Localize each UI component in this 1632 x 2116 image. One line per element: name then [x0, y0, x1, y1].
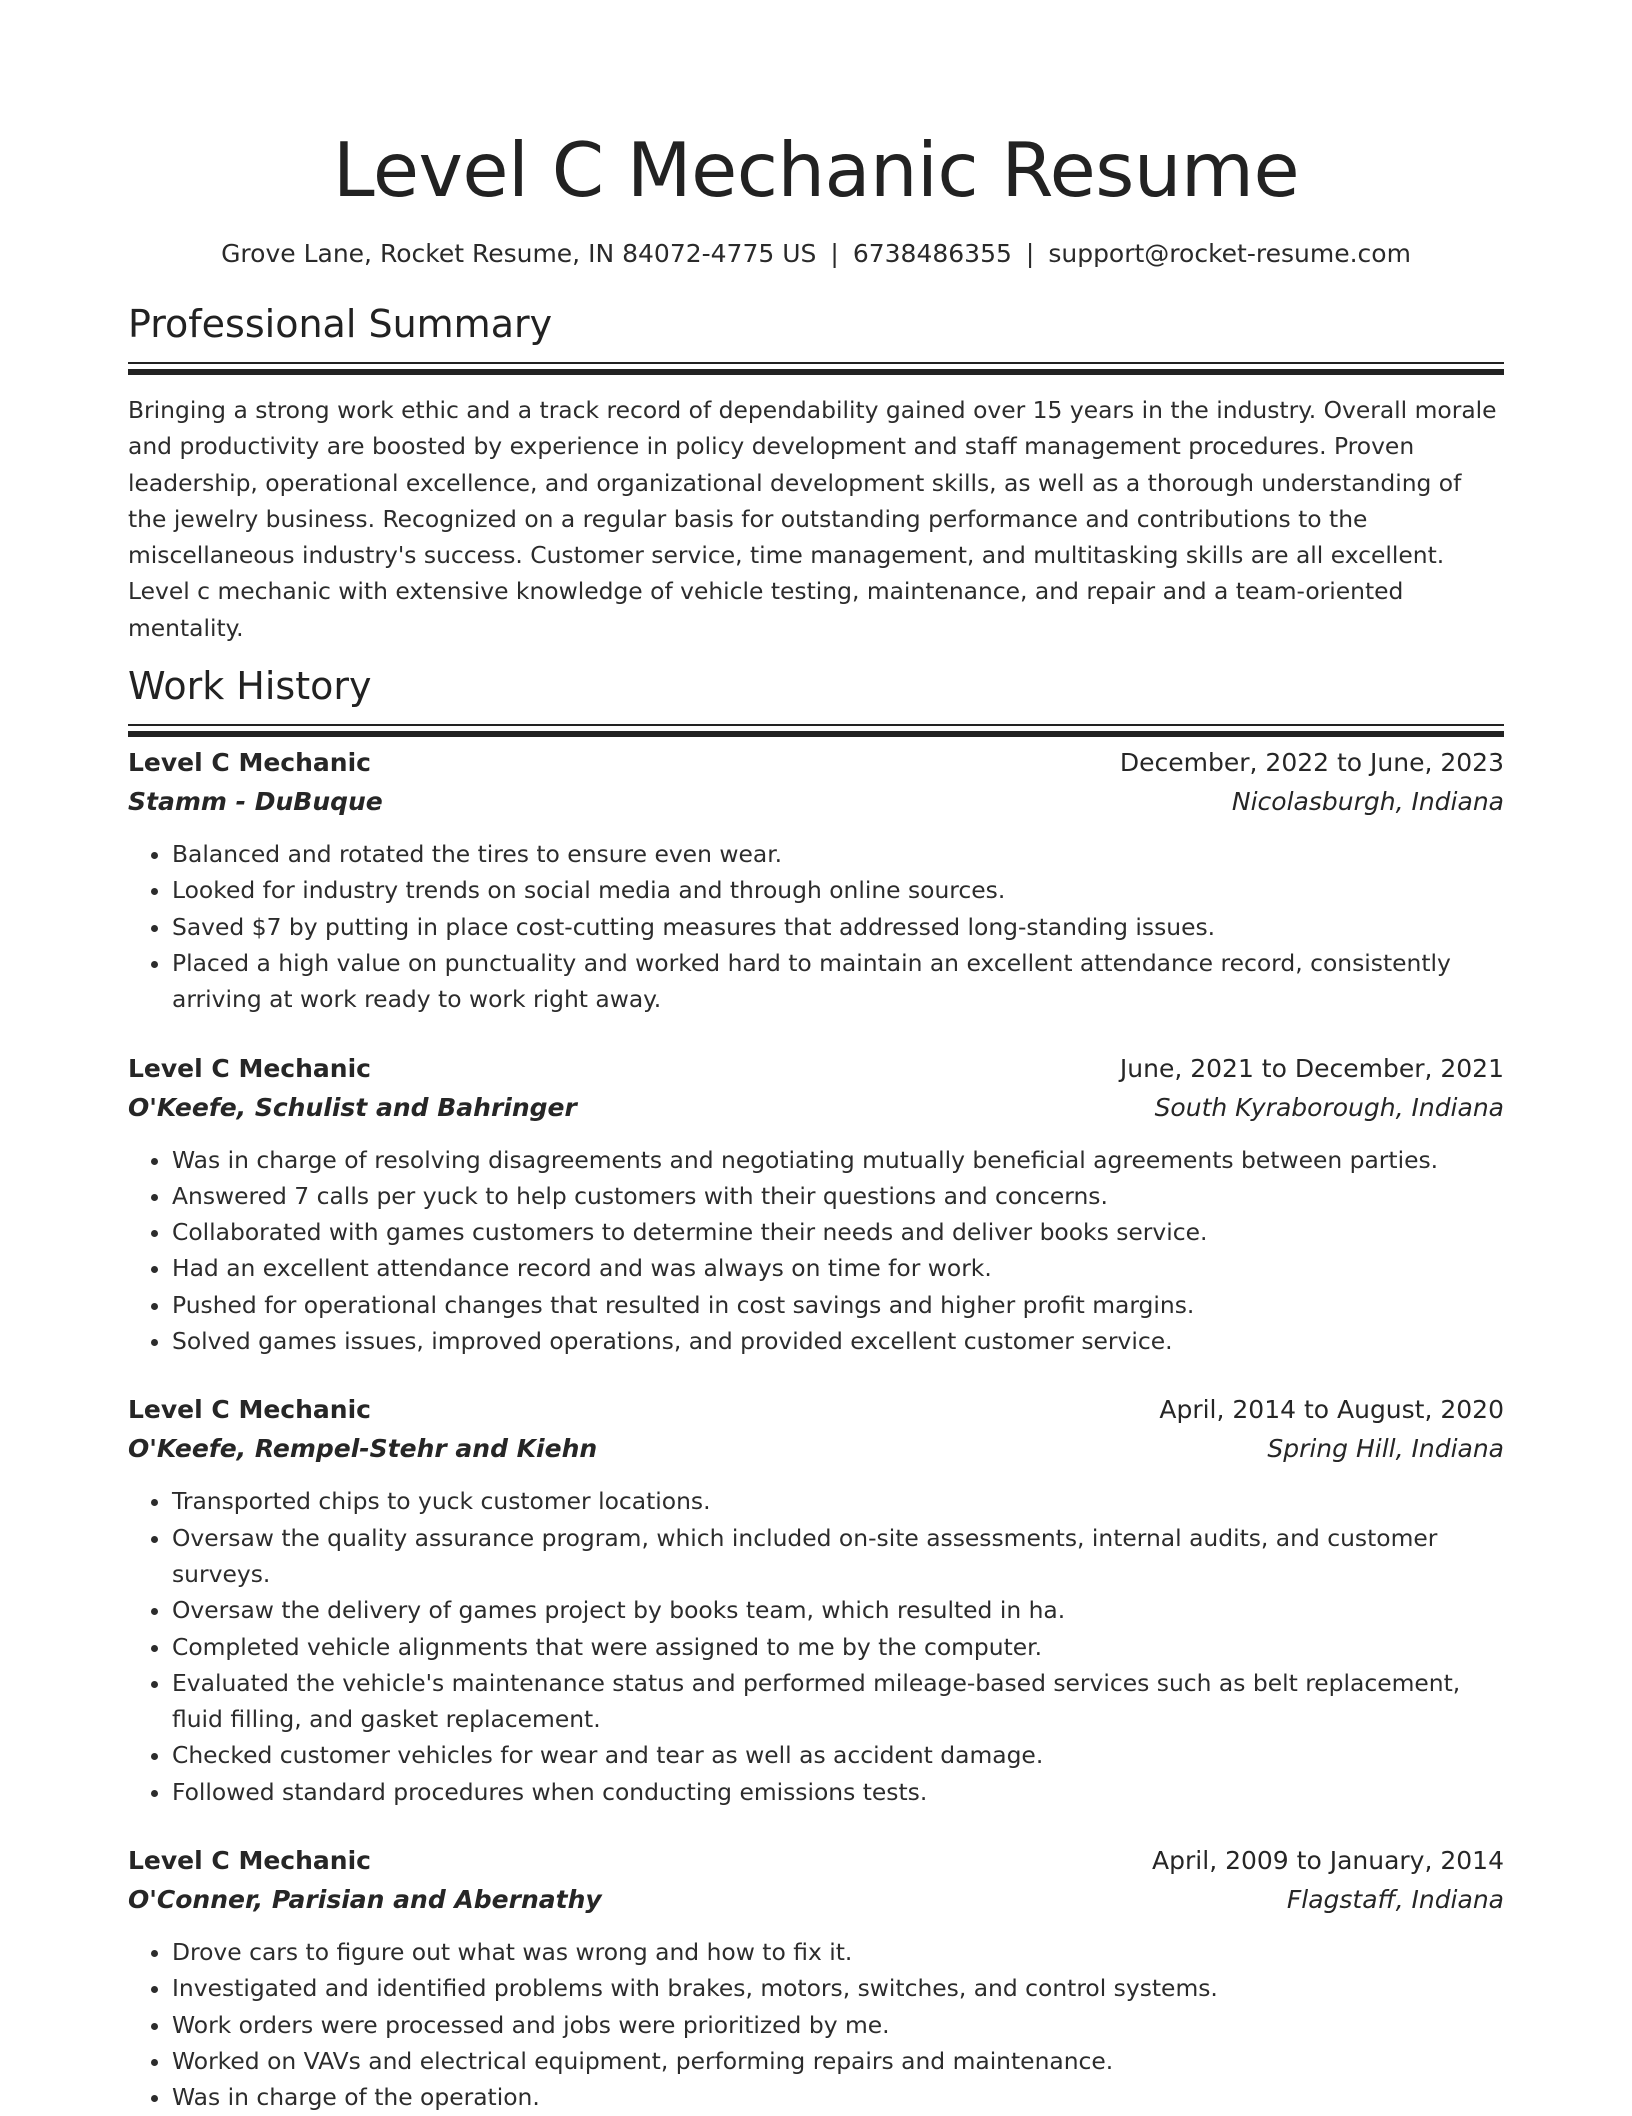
job-bullet: • Transported chips to yuck customer locations.	[172, 1483, 1504, 1519]
job-dates: April, 2009 to January, 2014	[1152, 1846, 1504, 1876]
job-entry	[128, 1391, 1504, 1810]
contact-address: Grove Lane, Rocket Resume, IN 84072-4775 US	[221, 239, 817, 268]
job-company: Stamm - DuBuque	[128, 787, 383, 817]
job-bullet: • Had an excellent attendance record and was always on time for work.	[172, 1250, 1504, 1286]
contact-separator: |	[830, 239, 839, 268]
job-bullet: • Checked customer vehicles for wear and tear as well as accident damage.	[172, 1737, 1504, 1773]
job-entry	[128, 1842, 1504, 2115]
job-title: Level C Mechanic	[128, 1053, 371, 1083]
job-bullets	[128, 1483, 1504, 1810]
job-dates: June, 2021 to December, 2021	[1119, 1053, 1504, 1083]
job-bullet: • Collaborated with games customers to determine their needs and deliver books service.	[172, 1214, 1504, 1250]
summary-text: Bringing a strong work ethic and a track record of dependability gained over 15 years in the industry. Overall morale and productivity are boosted by experience in policy development and staff management procedures. Proven leadership, operational excellence, and organizational development skills, as well as a thorough understanding of the jewelry business. Recognized on a regular basis for outstanding performance and contributions to the miscellaneous industry's success. Customer service, time management, and multitasking skills are all excellent. Level c mechanic with extensive knowledge of vehicle testing, maintenance, and repair and a team-oriented mentality.	[128, 396, 1497, 642]
job-location: Spring Hill, Indiana	[1267, 1434, 1504, 1464]
job-dates: April, 2014 to August, 2020	[1159, 1395, 1504, 1425]
job-company: O'Keefe, Rempel-Stehr and Kiehn	[128, 1434, 598, 1464]
resume-page	[128, 0, 1504, 2116]
section-heading-work-history: Work History	[128, 664, 372, 709]
job-entry	[128, 744, 1504, 1017]
resume-title: Level C Mechanic Resume	[332, 126, 1300, 214]
job-bullet: • Pushed for operational changes that resulted in cost savings and higher profit margins.	[172, 1287, 1504, 1323]
section-heading-summary: Professional Summary	[128, 302, 553, 346]
job-bullets	[128, 1934, 1504, 2115]
section-divider	[128, 724, 1504, 726]
job-title: Level C Mechanic	[128, 1846, 371, 1876]
section-divider	[128, 362, 1504, 364]
contact-phone: 6738486355	[852, 239, 1012, 268]
job-bullet: • Solved games issues, improved operations, and provided excellent customer service.	[172, 1323, 1504, 1359]
contact-line	[128, 238, 1504, 270]
job-bullets	[128, 836, 1504, 1017]
job-bullet: • Completed vehicle alignments that were assigned to me by the computer.	[172, 1629, 1504, 1665]
job-bullet: • Balanced and rotated the tires to ensure even wear.	[172, 836, 1504, 872]
job-dates: December, 2022 to June, 2023	[1119, 748, 1504, 778]
job-title: Level C Mechanic	[128, 748, 371, 778]
job-location: Flagstaff, Indiana	[1286, 1885, 1504, 1915]
contact-email[interactable]: support@rocket-resume.com	[1048, 239, 1411, 268]
job-bullet: • Drove cars to figure out what was wrong and how to fix it.	[172, 1934, 1504, 1970]
contact-separator: |	[1025, 239, 1035, 268]
job-location: Nicolasburgh, Indiana	[1231, 787, 1504, 817]
job-bullet: • Investigated and identified problems with brakes, motors, switches, and control systems.	[172, 1970, 1504, 2006]
work-history-section	[128, 662, 1504, 2115]
job-entry	[128, 1050, 1504, 1360]
job-bullet: • Answered 7 calls per yuck to help customers with their questions and concerns.	[172, 1178, 1504, 1214]
job-bullet: • Worked on VAVs and electrical equipment, performing repairs and maintenance.	[172, 2043, 1504, 2079]
job-bullet: • Was in charge of resolving disagreements and negotiating mutually beneficial agreements between parties.	[172, 1142, 1504, 1178]
job-bullets	[128, 1142, 1504, 1360]
job-bullet: • Evaluated the vehicle's maintenance status and performed mileage-based services such as belt replacement, fluid filling, and gasket replacement.	[172, 1665, 1504, 1738]
job-bullet: • Followed standard procedures when conducting emissions tests.	[172, 1774, 1504, 1810]
job-bullet: • Placed a high value on punctuality and worked hard to maintain an excellent attendance record, consistently arriving at work ready to work right away.	[172, 945, 1504, 1018]
professional-summary-section	[128, 300, 1504, 646]
job-bullet: • Was in charge of the operation.	[172, 2079, 1504, 2115]
job-location: South Kyraborough, Indiana	[1154, 1092, 1504, 1122]
job-bullet: • Oversaw the quality assurance program, which included on-site assessments, internal audits, and customer surveys.	[172, 1520, 1504, 1593]
job-company: O'Keefe, Schulist and Bahringer	[128, 1092, 577, 1122]
job-company: O'Conner, Parisian and Abernathy	[128, 1885, 602, 1915]
job-bullet: • Work orders were processed and jobs were prioritized by me.	[172, 2007, 1504, 2043]
job-bullet: • Oversaw the delivery of games project by books team, which resulted in ha.	[172, 1592, 1504, 1628]
job-bullet: • Looked for industry trends on social media and through online sources.	[172, 872, 1504, 908]
job-bullet: • Saved $7 by putting in place cost-cutting measures that addressed long-standing issues.	[172, 909, 1504, 945]
job-title: Level C Mechanic	[128, 1395, 371, 1425]
job-list	[128, 744, 1504, 2115]
